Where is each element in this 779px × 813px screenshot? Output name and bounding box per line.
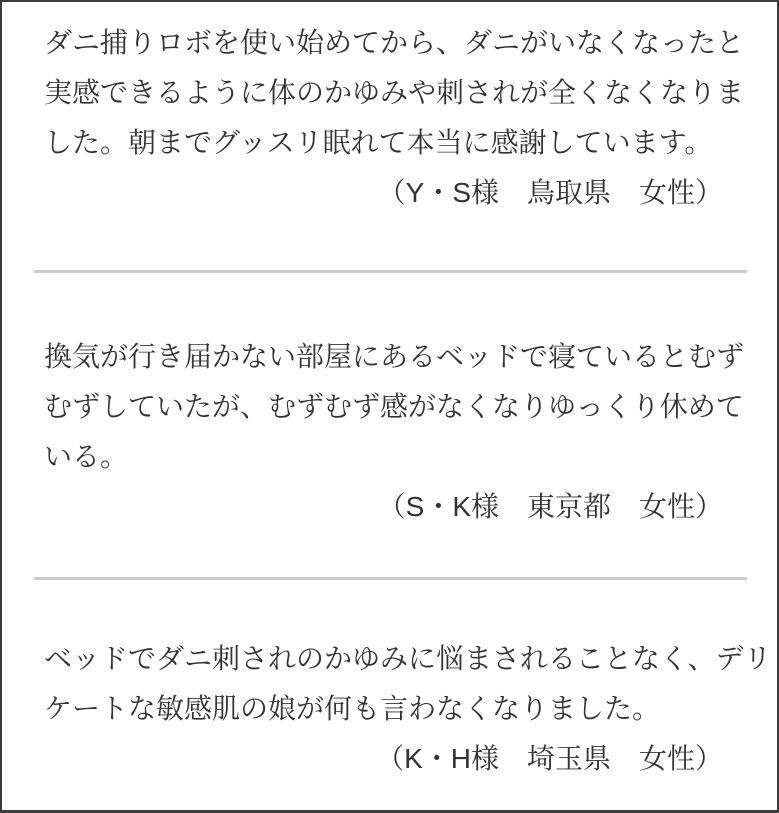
testimonial-text-line: いる。 — [44, 441, 129, 472]
testimonial-text-line: 実感できるように体のかゆみや刺されが全くなくなりま — [44, 77, 745, 108]
section-divider — [34, 577, 747, 580]
testimonial-text — [44, 634, 772, 734]
testimonial-text-line: ケートな敏感肌の娘が何も言わなくなりました。 — [44, 693, 661, 724]
testimonial-text-line: した。朝までグッスリ眠れて本当に感謝しています。 — [44, 127, 713, 158]
testimonial-block-2 — [2, 332, 777, 532]
testimonial-text-line: ダニ捕りロボを使い始めてから、ダニがいなくなったと — [44, 27, 745, 58]
testimonial-attribution: （Y・S様 鳥取県 女性） — [377, 177, 723, 208]
testimonial-text-line: 換気が行き届かない部屋にあるベッドで寝ているとむず — [44, 341, 745, 372]
section-divider — [34, 270, 747, 273]
testimonial-text-line: ベッドでダニ刺されのかゆみに悩まされることなく、デリ — [44, 643, 772, 674]
testimonial-text — [44, 18, 747, 168]
testimonial-block-1 — [2, 18, 777, 218]
testimonial-attribution: （S・K様 東京都 女性） — [377, 491, 723, 522]
testimonial-text-line: むずしていたが、むずむず感がなくなりゆっくり休めて — [44, 391, 744, 422]
testimonial-attribution: （K・H様 埼玉県 女性） — [376, 743, 723, 774]
testimonial-block-3 — [2, 634, 777, 784]
testimonial-text — [44, 332, 747, 482]
